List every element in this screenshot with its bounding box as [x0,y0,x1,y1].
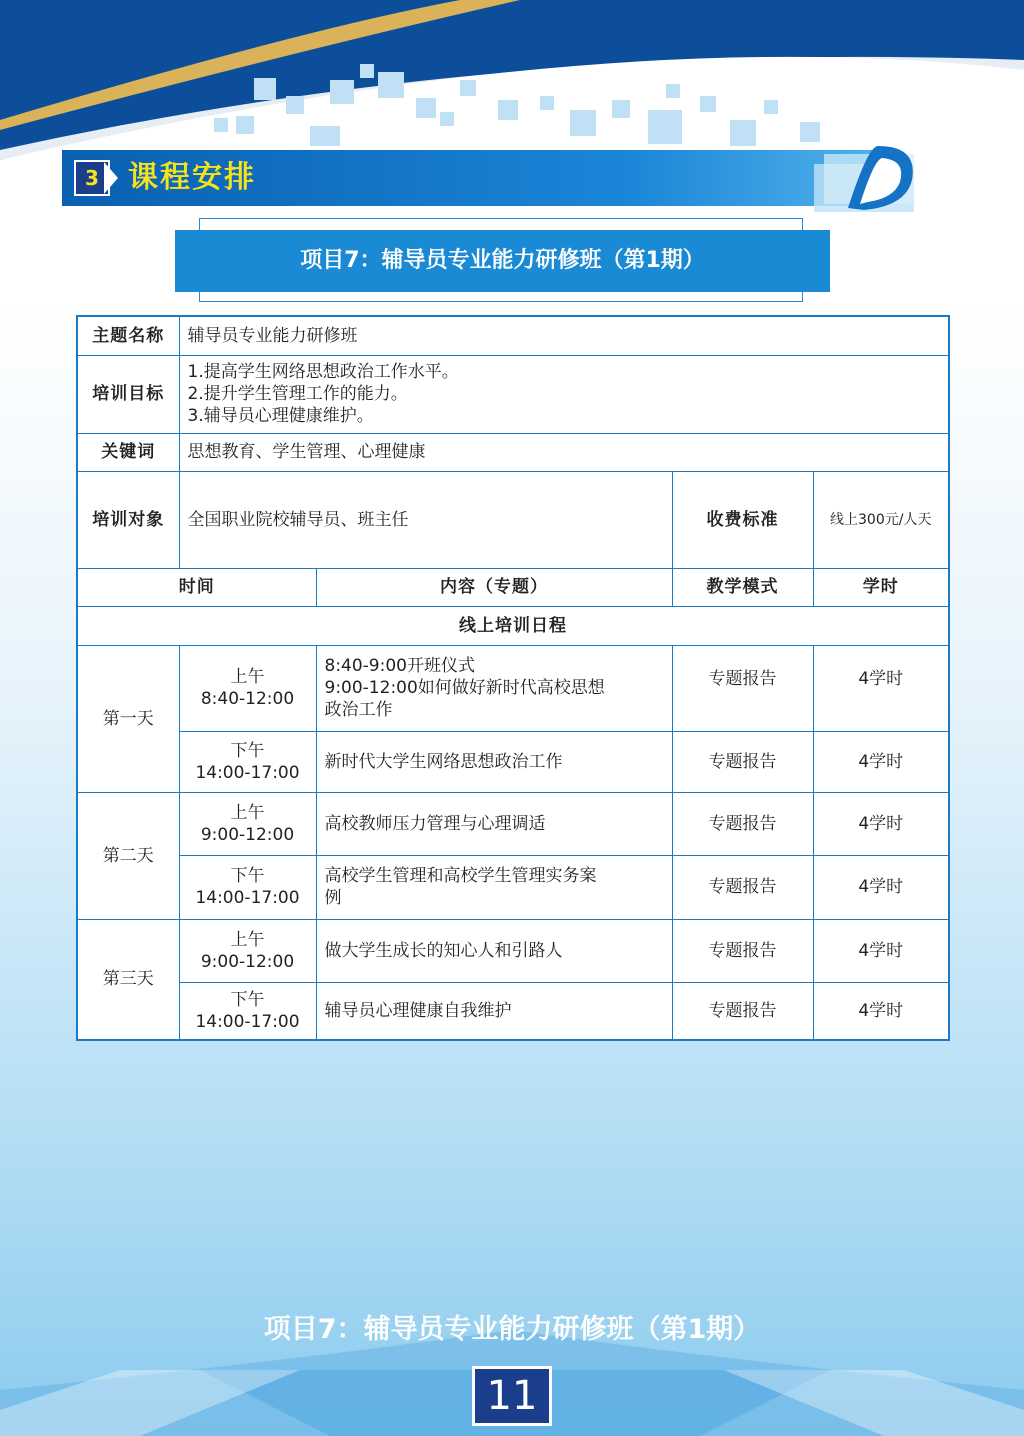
session-mode: 专题报告 [672,792,813,855]
day-label: 第一天 [77,645,179,792]
session-time [179,982,316,1040]
fee-value: 线上300元/人天 [813,471,949,568]
content-line: 高校学生管理和高校学生管理实务案 [324,866,597,886]
session-credits: 4学时 [813,731,949,792]
day-label: 第三天 [77,919,179,1040]
theme-value: 辅导员专业能力研修班 [179,316,949,355]
session-hours-range: 9:00-12:00 [200,824,295,845]
session-mode: 专题报告 [672,855,813,919]
svg-text:✦: ✦ [914,149,925,163]
table-row [77,316,949,355]
content-line: 9:00-12:00如何做好新时代高校思想 [324,678,605,698]
schedule-section-title: 线上培训日程 [77,606,949,645]
header-hours: 学时 [813,568,949,606]
section-arrow-icon [104,162,118,194]
goal-item: 3.辅导员心理健康维护。 [187,406,374,426]
table-row [77,731,949,792]
session-credits: 4学时 [813,792,949,855]
session-period: 下午 [230,989,265,1010]
session-content [316,731,672,792]
content-line: 做大学生成长的知心人和引路人 [324,940,563,961]
session-credits: 4学时 [813,919,949,982]
section-number: 3 [74,160,110,196]
session-content [316,792,672,855]
session-credits: 4学时 [813,645,949,731]
keywords-value: 思想教育、学生管理、心理健康 [179,433,949,471]
section-title: 课程安排 [128,160,256,195]
session-period: 下午 [230,866,265,886]
goal-item: 1.提高学生网络思想政治工作水平。 [187,362,459,382]
content-line: 辅导员心理健康自我维护 [324,1000,512,1021]
session-mode: 专题报告 [672,982,813,1040]
content-line: 8:40-9:00开班仪式 [324,656,475,676]
theme-label: 主题名称 [77,316,179,355]
session-hours-range: 14:00-17:00 [195,888,300,908]
project-title-banner: 项目7：辅导员专业能力研修班（第1期） [175,230,830,292]
audience-label: 培训对象 [77,471,179,568]
content-line: 政治工作 [324,700,393,720]
session-content [316,645,672,731]
session-content [316,919,672,982]
session-hours-range: 14:00-17:00 [195,762,300,783]
session-hours-range: 14:00-17:00 [195,1011,300,1032]
header-content: 内容（专题） [316,568,672,606]
keywords-label: 关键词 [77,433,179,471]
session-hours-range: 9:00-12:00 [200,951,295,972]
header-time: 时间 [77,568,316,606]
session-time [179,792,316,855]
logo-icon [808,126,928,218]
goals-label: 培训目标 [77,355,179,433]
header-mode: 教学模式 [672,568,813,606]
table-row [77,792,949,855]
session-content [316,855,672,919]
table-section-row [77,606,949,645]
page-number: 11 [472,1366,552,1426]
table-row [77,471,949,568]
day-label: 第二天 [77,792,179,919]
table-row [77,433,949,471]
content-line: 高校教师压力管理与心理调适 [324,813,546,834]
session-time [179,855,316,919]
table-row [77,919,949,982]
table-row [77,645,949,731]
table-row [77,855,949,919]
session-period: 上午 [230,667,265,687]
schedule-table [76,315,950,1041]
audience-value: 全国职业院校辅导员、班主任 [179,471,672,568]
session-mode: 专题报告 [672,645,813,731]
goal-item: 2.提升学生管理工作的能力。 [187,384,408,404]
session-hours-range: 8:40-12:00 [200,689,295,709]
content-line: 例 [324,888,342,908]
goals-list [179,355,949,433]
session-content [316,982,672,1040]
session-time [179,645,316,731]
session-credits: 4学时 [813,982,949,1040]
session-time [179,731,316,792]
session-time [179,919,316,982]
table-row [77,355,949,433]
fee-label: 收费标准 [672,471,813,568]
footer-title: 项目7：辅导员专业能力研修班（第1期） [263,1314,761,1345]
session-credits: 4学时 [813,855,949,919]
table-header-row [77,568,949,606]
content-line: 新时代大学生网络思想政治工作 [324,751,563,772]
session-period: 上午 [230,929,265,950]
session-period: 下午 [230,740,265,761]
session-mode: 专题报告 [672,919,813,982]
table-row [77,982,949,1040]
session-period: 上午 [230,802,265,823]
session-mode: 专题报告 [672,731,813,792]
